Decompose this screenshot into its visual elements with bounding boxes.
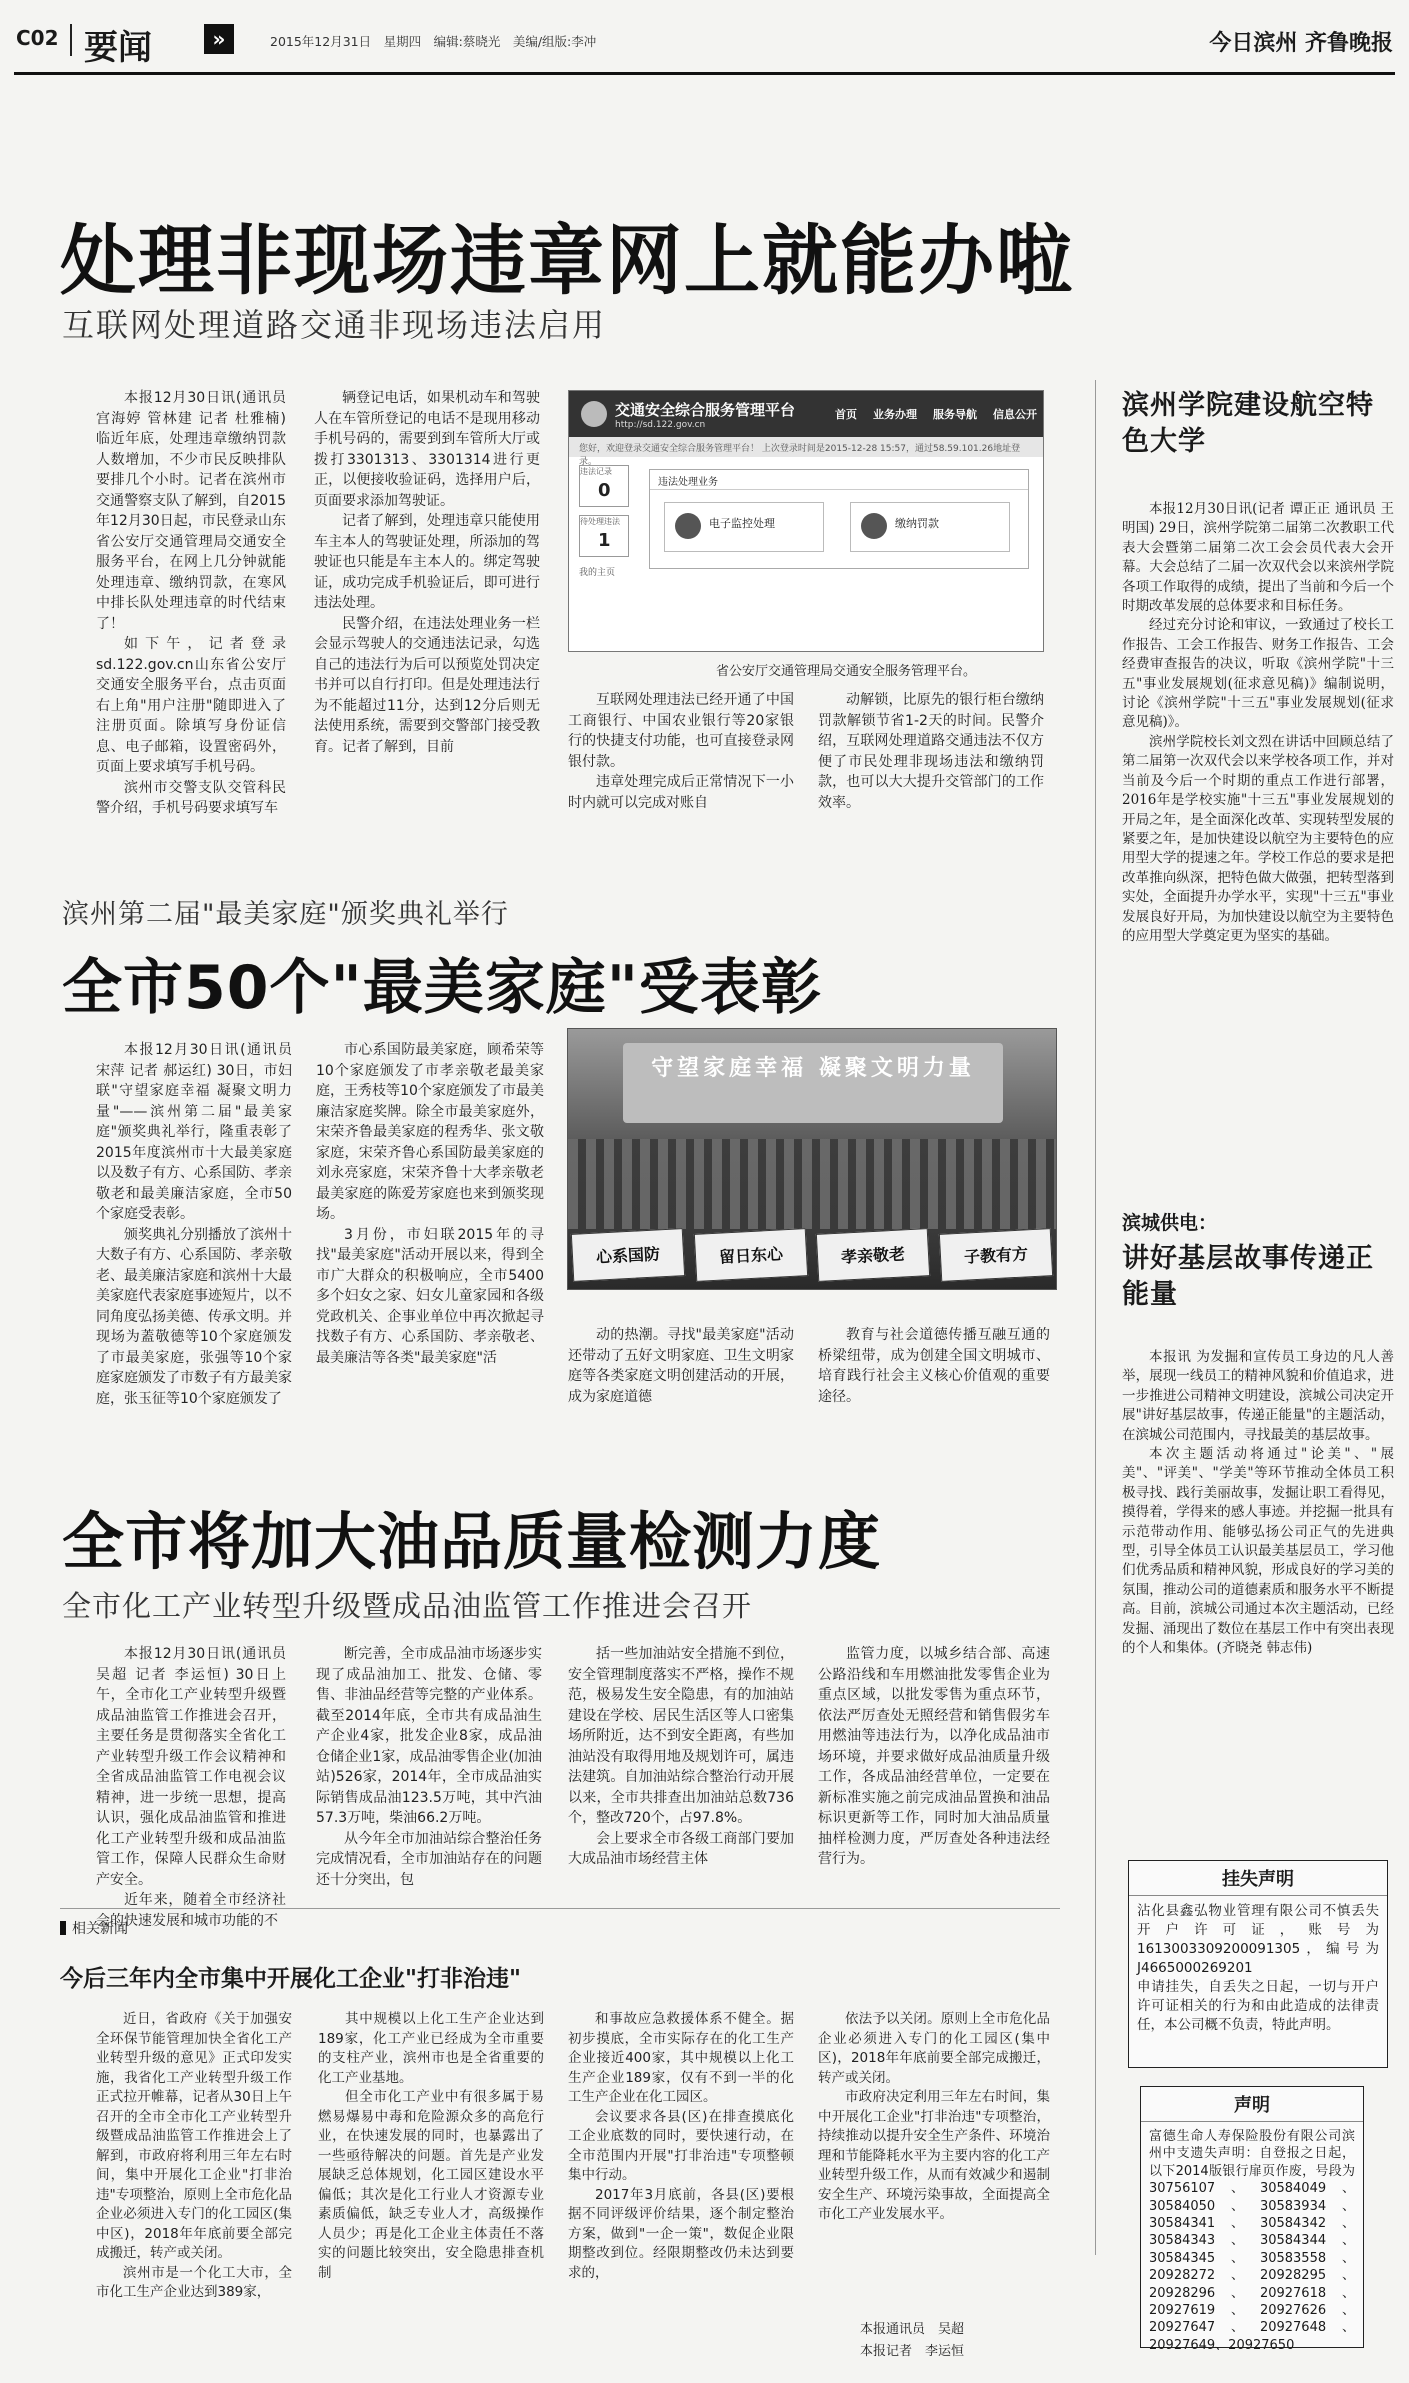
page-number: C02 [16,26,59,50]
paragraph: 颁奖典礼分别播放了滨州十大数子有方、心系国防、孝亲敬老、最美廉洁家庭和滨州十大最美家庭代表家庭事迹短片，以不同角度弘扬美德、传承文明。并现场为蓋敬德等10个家庭颁发了市最美家庭，张强等10个家庭家庭颁发了市数子有方最美家庭，张玉征等10个家庭颁发了 [96,1226,292,1407]
police-badge-icon [581,401,607,427]
paragraph: 近日，省政府《关于加强安全环保节能管理加快全省化工产业转型升级的意见》正式印发实施，我省化工产业转型升级工作正式拉开帷幕，记者从30日上午召开的全市全市化工产业转型升级暨成品油监管工作推进会上了解到，市政府将利用三年左右时间，集中开展化工企业"打非治违"专项整治，原则上全市危化品企业必须进入专门的化工园区(集中区)，2018年年底前要全部完成搬迁，转产或关闭。 [96,2011,292,2261]
platform-screenshot [568,390,1044,652]
article3-subtitle: 全市化工产业转型升级暨成品油监管工作推进会召开 [62,1589,753,1623]
article2-col2 [316,1040,544,1448]
paragraph: 断完善，全市成品油市场逐步实现了成品油加工、批发、仓储、零售、非油品经营等完整的产业体系。截至2014年底，全市共有成品油生产企业4家，批发企业8家，成品油仓储企业1家，成品油零售企业(加油站)526家，2014年，全市成品油实际销售成品油123.5万吨，其中汽油57.3万吨，柴油66.2万吨。 [316,1646,542,1826]
platform-header [569,391,1043,437]
right2-title: 讲好基层故事传递正能量 [1122,1243,1374,1310]
right2-kicker: 滨城供电： [1122,1212,1218,1234]
paragraph: 富德生命人寿保险股份有限公司滨州中支遗失声明：自登报之日起，以下2014版银行扉页作废，号段为30756107、30584049、30584050、30583934、30584341、30584342、30584343、30584344、30584345、30583558、20928272、20928295、20928296、20927618、20927619、20927626、20927647、20927648、20927649、20927650 [1149,2129,1355,2353]
related-col4 [818,2010,1050,2306]
nav-item: 业务办理 [873,408,918,421]
byline: 本报通讯员 吴超 [860,2322,965,2337]
right-article-1 [1122,388,1394,460]
section-title: 要闻 [84,28,152,68]
paragraph: 本报12月30日讯(通讯员 吴超 记者 李运恒) 30日上午，全市化工产业转型升级暨成品油监管工作推进会召开，主要任务是贯彻落实全省化工产业转型升级工作会议精神和全省成品油监管工作电视会议精神，进一步统一思想，提高认识，强化成品油监管和推进化工产业转型升级和成品油监管工作，保障人民群众生命财产安全。 [96,1646,286,1888]
paragraph: 互联网处理违法已经开通了中国工商银行、中国农业银行等20家银行的快捷支付功能，也可直接登录网银付款。 [568,692,794,770]
related-title: 今后三年内全市集中开展化工企业"打非治违" [60,1966,521,1992]
article1-subtitle: 互联网处理道路交通非现场违法启用 [62,306,607,344]
article1-col1 [96,388,286,820]
statement-text [1141,2122,1363,2360]
paragraph: 括一些加油站安全措施不到位，安全管理制度落实不严格，操作不规范，极易发生安全隐患，有的加油站建设在学校、居民生活区等人口密集场所附近，达不到安全距离，有些加油站没有取得用地及规划许可，属违法建筑。自加油站综合整治行动开展以来，全市共排查出加油站总数736个，整改720个，占97.8%。 [568,1646,794,1826]
paragraph: 本报12月30日讯(通讯员 宫海婷 管林建 记者 杜雅楠) 临近年底，处理违章缴纳罚款人数增加，不少市民反映排队要排几个小时。记者在滨州市交通警察支队了解到，自2015年12月30日起，市民登录山东省公安厅交通管理局交通安全服务平台，在网上几分钟就能处理违章、缴纳罚款，在寒风中排长队处理违章的时代结束了！ [96,390,286,632]
section-divider [60,1908,1060,1909]
platform-notice: 您好，欢迎登录交通安全综合服务管理平台！ 上次登录时间是2015-12-28 15:57，通过58.59.101.26地址登录。 [569,437,1043,457]
paragraph: 滨州市交警支队交管科民警介绍，手机号码要求填写车 [96,779,286,816]
paragraph: 依法予以关闭。原则上全市危化品企业必须进入专门的化工园区(集中区)，2018年年底前要全部完成搬迁，转产或关闭。 [818,2011,1050,2086]
nav-item: 信息公开 [993,408,1038,421]
paragraph: 民警介绍，在违法处理业务一栏会显示驾驶人的交通违法记录，勾选自己的违法行为后可以预览处罚决定书并可以自行打印。但是处理违法行为不能超过11分，达到12分后则无法使用系统，需要到交警部门接受教育。记者了解到，目前 [314,615,540,755]
article3-col4 [818,1644,1050,1890]
paragraph: 市政府决定利用三年左右时间，集中开展化工企业"打非治违"专项整治，持续推动以提升安全生产条件、环境治理和节能降耗水平为主要内容的化工产业转型升级工作，从而有效减少和遏制安全生产、环境污染事故，全面提高全市化工产业发展水平。 [818,2089,1050,2222]
screenshot-caption: 省公安厅交通管理局交通安全服务管理平台。 [716,664,977,679]
article3-title: 全市将加大油品质量检测力度 [62,1505,882,1578]
paragraph: 本报12月30日讯(记者 谭正正 通讯员 王明国) 29日，滨州学院第二届第二次教职工代表大会暨第二届第二次工会会员代表大会开幕。大会总结了二届一次双代会以来滨州学院各项工作取得的成绩，提出了当前和今后一个时期改革发展的总体要求和目标任务。 [1122,501,1394,615]
statement-notice [1140,2086,1364,2353]
paragraph: 2017年3月底前，各县(区)要根据不同评级评价结果，逐个制定整治方案，做到"一企一策"，数促企业限期整改到位。经限期整改仍未达到要求的， [568,2186,794,2281]
article3-col2 [316,1644,542,1890]
paragraph: 会议要求各县(区)在排查摸底化工企业底数的同时，要快速行动，在全市范围内开展"打非治违"专项整顿集中行动。 [568,2108,794,2183]
related-col3 [568,2010,794,2358]
paragraph: 近年来，随着全市经济社会的快速发展和城市功能的不 [96,1892,286,1929]
paragraph: 辆登记电话，如果机动车和驾驶人在车管所登记的电话不是现用移动手机号码的，需要到到车管所大厅或拨打3301313、3301314进行更正，以便接收验证码，选择用户后，页面要求添加驾驶证。 [314,390,540,509]
statement-title: 声明 [1141,2087,1363,2122]
lost-notice-title: 挂失声明 [1129,1861,1387,1896]
violation-count-box: 违法记录 0 [579,465,629,507]
paragraph: 动的热潮。寻找"最美家庭"活动还带动了五好文明家庭、卫生文明家庭等各类家庭文明创建活动的开展，成为家庭道德 [568,1327,794,1405]
paragraph: 滨州市是一个化工大市，全市化工生产企业达到389家， [96,2264,292,2300]
award-board: 子教有方 [939,1228,1053,1282]
paragraph: 监管力度，以城乡结合部、高速公路沿线和车用燃油批发零售企业为重点区域，以批发零售为重点环节，依法严厉查处无照经营和销售假劣车用燃油等违法行为，以净化成品油市场环境，并要求做好成品油质量升级工作，各成品油经营单位，一定要在新标准实施之前完成油品置换和油品标识更新等工作，同时加大油品质量抽样检测力度，严厉查处各种违法经营行为。 [818,1646,1050,1867]
paragraph: 会上要求全市各级工商部门要加大成品油市场经营主体 [568,1830,794,1867]
article1-title: 处理非现场违章网上就能办啦 [60,216,1074,305]
lost-notice [1128,1860,1388,2068]
paragraph: 本报12月30日讯(通讯员 宋萍 记者 郝运红) 30日，市妇联"守望家庭幸福 凝聚文明力量"——滨州第二届"最美家庭"颁奖典礼举行，隆重表彰了2015年度滨州市十大最美家庭以及数子有方、心系国防、孝亲敬老和最美廉洁家庭，全市50个家庭受表彰。 [96,1042,292,1222]
byline: 本报记者 李运恒 [860,2344,965,2359]
payment-card: 缴纳罚款 [850,502,1010,552]
paragraph: 经过充分讨论和审议，一致通过了校长工作报告、工会工作报告、财务工作报告、工会经费审查报告的决议，听取《滨州学院"十三五"事业发展规划(征求意见稿)》编制说明，讨论《滨州学院"十三五"事业发展规划(征求意见稿)》。 [1122,617,1394,731]
paragraph: 违章处理完成后正常情况下一小时内就可以完成对账自 [568,774,794,811]
panel-title: 违法处理业务 [650,470,1028,490]
article2-col1 [96,1040,292,1448]
platform-sidebar [579,465,639,578]
related-col1 [96,2010,292,2358]
article2-col3 [568,1325,794,1435]
related-col2 [318,2010,544,2358]
pending-count-box: 待处理违法 1 [579,515,629,557]
paragraph: 本次主题活动将通过"论美"、"展美"、"评美"、"学美"等环节推动全体员工积极寻找、践行美丽故事，发掘让职工看得见，摸得着，学得来的感人事迹。并挖掘一批具有示范带动作用、能够弘扬公司正气的先进典型，引导全体员工认识最美基层员工，学习他们优秀品质和精神风貌，形成良好的学习美的氛围，推动公司的道德素质和服务水平不断提高。目前，滨城公司通过本次主题活动，已经发掘、涌现出了数位在基层工作中有突出表现的个人和集体。(齐晓尧 韩志伟) [1122,1446,1394,1657]
article3-col1 [96,1644,286,1929]
paragraph: 申请挂失，自丢失之日起，一切与开户许可证相关的行为和由此造成的法律责任，本公司概不负责，特此声明。 [1137,1979,1379,2033]
article1-col4 [818,690,1044,820]
paragraph: 但全市化工产业中有很多属于易燃易爆易中毒和危险源众多的高危行业，在快速发展的同时，也暴露出了一些亟待解决的问题。首先是产业发展缺乏总体规划，化工园区建设水平偏低；其次是化工行业人才资源专业素质偏低，缺乏专业人才，高级操作人员少；再是化工企业主体责任不落实的问题比较突出，安全隐患排查机制 [318,2089,544,2281]
paragraph: 沾化县鑫弘物业管理有限公司不慎丢失开户许可证，账号为1613003309200091305，编号为J4665000269201 [1137,1903,1379,1976]
paragraph: 市心系国防最美家庭，顾希荣等10个家庭颁发了市孝亲敬老最美家庭，王秀枝等10个家庭颁发了市最美廉洁家庭奖牌。除全市最美家庭外，宋荣齐鲁最美家庭的程秀华、张文敬家庭，宋荣齐鲁心系国防最美家庭的刘永亮家庭，宋荣齐鲁十大孝亲敬老最美家庭的陈爱芳家庭也来到颁奖现场。 [316,1042,544,1222]
platform-nav [835,406,1037,422]
violation-panel [649,469,1029,569]
paragraph: 本报讯 为发掘和宣传员工身边的凡人善举，展现一线员工的精神风貌和价值追求，进一步推进公司精神文明建设，滨城公司决定开展"讲好基层故事，传递正能量"的主题活动，在滨城公司范围内，寻找最美的基层故事。 [1122,1349,1394,1443]
related-news-tag: 相关新闻 [60,1918,128,1938]
paragraph: 滨州学院校长刘文烈在讲话中回顾总结了第二届第一次双代会以来学校各项工作，并对当前及今后一个时期的重点工作进行部署，2016年是学校实施"十三五"事业发展规划的开局之年，是全面深化改革、实现转型发展的紧要之年，是加快建设以航空为主要特色的应用型大学的提速之年。学校工作总的要求是把改革推向纵深，把特色做大做强，把转型落到实处，全面提升办学水平，实现"十三五"事业发展良好开局，为加快建设以航空为主要特色的应用型大学奠定更为坚实的基础。 [1122,733,1394,944]
article3-col3 [568,1644,794,1890]
paragraph: 3月份，市妇联2015年的寻找"最美家庭"活动开展以来，得到全市广大群众的积极响应，全市5400多个妇女之家、妇女儿童家园和各级党政机关、企事业单位中再次掀起寻找数子有方、心系国防、孝亲敬老、最美廉洁等各类"最美家庭"活 [316,1226,544,1366]
right2-text [1122,1348,1394,1838]
paragraph: 其中规模以上化工生产企业达到189家，化工产业已经成为全市重要的支柱产业，滨州市也是全省重要的化工产业基地。 [318,2011,544,2086]
header-rule [14,72,1395,75]
paragraph: 记者了解到，处理违章只能使用车主本人的驾驶证处理，所添加的驾驶证也只能是车主本人的。绑定驾驶证，成功完成手机验证后，即可进行违法处理。 [314,513,540,611]
stage-banner: 守望家庭幸福 凝聚文明力量 [623,1043,1003,1123]
article2-col4 [818,1325,1050,1435]
column-divider [1095,380,1096,2255]
right1-text [1122,500,1394,1180]
award-board: 心系国防 [571,1228,685,1282]
article1-col2 [314,388,540,820]
yen-icon [861,513,887,539]
right1-title: 滨州学院建设航空特色大学 [1122,390,1374,457]
article2-title: 全市50个"最美家庭"受表彰 [62,953,823,1023]
chevron-right-icon: » [204,24,234,54]
article1-col3 [568,690,794,820]
paragraph: 教育与社会道德传播互融互通的桥梁纽带，成为创建全国文明城市、培育践行社会主义核心价值观的重要途径。 [818,1327,1050,1405]
lost-notice-text [1129,1896,1387,2041]
nav-item: 首页 [835,408,858,421]
paragraph: 和事故应急救援体系不健全。据初步摸底，全市实际存在的化工生产企业接近400家，其中规模以上化工生产企业189家，仅有不到一半的化工生产企业在化工园区。 [568,2011,794,2105]
paragraph: 动解锁，比原先的银行柜台缴纳罚款解锁节省1-2天的时间。民警介绍，互联网处理道路交通违法不仅方便了市民处理非现场违法和缴纳罚款，也可以大大提升交管部门的工作效率。 [818,692,1044,811]
page-header [0,16,1409,78]
nav-item: 服务导航 [933,408,978,421]
issue-meta: 2015年12月31日 星期四 编辑:蔡晓光 美编/组版:李冲 [270,34,597,49]
camera-card: 电子监控处理 [664,502,824,552]
paragraph: 如下午，记者登录sd.122.gov.cn山东省公安厅交通安全服务平台，点击页面右上角"用户注册"随即进入了注册页面。除填写身份证信息、电子邮箱，设置密码外，页面上要求填写手机号码。 [96,636,286,775]
award-board: 留日东心 [693,1228,807,1282]
award-board: 孝亲敬老 [816,1228,930,1282]
platform-title: 交通安全综合服务管理平台 http://sd.122.gov.cn [615,400,796,430]
home-link: 我的主页 [579,568,616,578]
award-ceremony-photo [567,1028,1057,1290]
camera-icon [675,513,701,539]
header-divider [70,24,72,56]
awardees-group [568,1139,1056,1229]
award-boards [568,1231,1056,1283]
paragraph: 从今年全市加油站综合整治任务完成情况看，全市加油站存在的问题还十分突出，包 [316,1830,542,1888]
article2-kicker: 滨州第二届"最美家庭"颁奖典礼举行 [62,899,509,930]
right-article-2 [1122,1208,1394,1313]
paper-name: 今日滨州 齐鲁晚报 [1209,31,1393,56]
